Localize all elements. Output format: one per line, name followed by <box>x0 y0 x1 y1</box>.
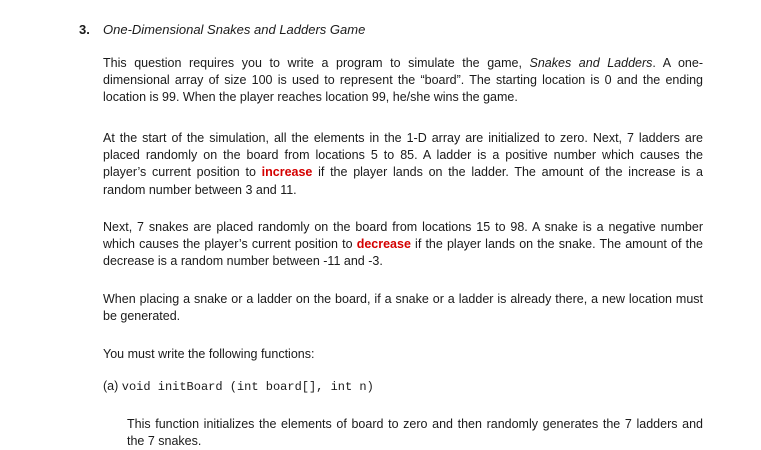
placement-paragraph: When placing a snake or a ladder on the board, if a snake or a ladder is already there, a new location must be generated. <box>103 292 703 324</box>
ladders-paragraph <box>103 130 703 199</box>
snakes-text-a: Next, 7 snakes are placed randomly on the board from locations 15 to 98. A snake is a negative number which causes the player’s current position to <box>103 220 703 252</box>
intro-paragraph <box>103 55 703 107</box>
question-number: 3. <box>79 22 90 37</box>
question-title: One-Dimensional Snakes and Ladders Game <box>103 22 366 37</box>
function-a-label: (a) <box>103 379 122 393</box>
snakes-paragraph <box>103 219 703 271</box>
functions-intro: You must write the following functions: <box>103 347 315 361</box>
function-a-description: This function initializes the elements of board to zero and then randomly generates the 7 ladders and the 7 snakes. <box>127 417 703 449</box>
intro-text-a: This question requires you to write a program to simulate the game, <box>103 56 530 70</box>
function-a-signature: void initBoard (int board[], int n) <box>121 380 374 394</box>
snakes-text-b: if the player lands on the snake. The amount of the decrease is a random number between -11 and -3. <box>103 237 703 269</box>
ladders-text-b: if the player lands on the ladder. The amount of the increase is a random number between 3 and 11. <box>103 165 703 197</box>
decrease-highlight: decrease <box>356 237 411 252</box>
game-name: Snakes and Ladders <box>529 56 653 70</box>
intro-text-b: . A one-dimensional array of size 100 is used to represent the “board”. The starting location is 0 and the ending location is 99. When the player reaches location 99, he/she wins the game. <box>103 56 703 105</box>
function-a-heading <box>103 379 374 394</box>
ladders-text-a: At the start of the simulation, all the elements in the 1-D array are initialized to zero. Next, 7 ladders are placed randomly on the board from locations 5 to 85. A ladder is a positive number which causes the player’s current position to <box>103 131 703 180</box>
increase-highlight: increase <box>261 165 313 180</box>
